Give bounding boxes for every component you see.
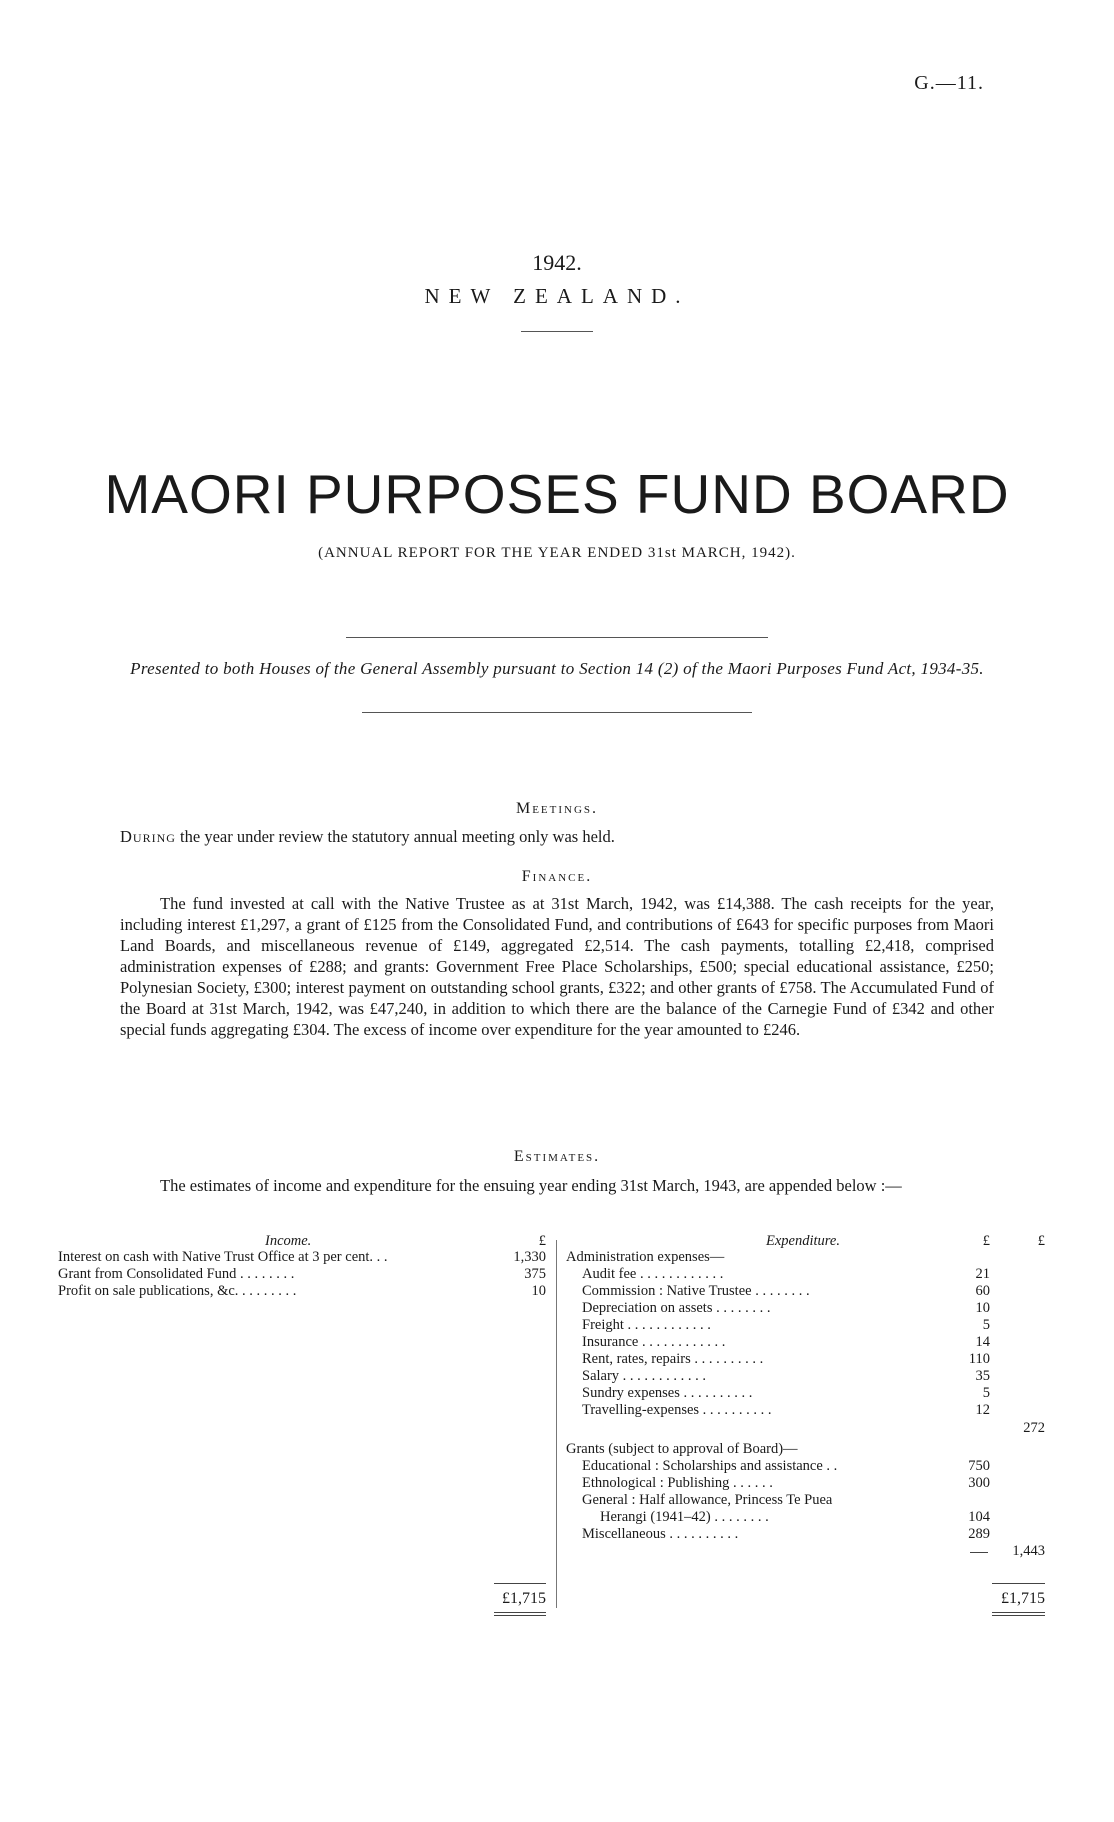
expenditure-double-rule-1 [992, 1612, 1045, 1613]
report-reference: G.—11. [914, 72, 984, 94]
expenditure-heading: Expenditure. [766, 1233, 840, 1249]
expenditure-currency-2: £ [1037, 1233, 1045, 1249]
income-total-rule [494, 1583, 546, 1584]
income-item-value: 10 [531, 1283, 546, 1299]
admin-item-value: 110 [968, 1351, 990, 1367]
income-double-rule-1 [494, 1612, 546, 1613]
presented-rule-bottom [362, 712, 752, 713]
admin-heading: Administration expenses— [566, 1249, 725, 1265]
estimates-heading: Estimates. [513, 1148, 601, 1165]
admin-item-label: Travelling-expenses . . . . . . . . . . [582, 1402, 772, 1418]
admin-item-value: 35 [975, 1368, 990, 1384]
grant-item-value: 750 [968, 1458, 990, 1474]
expenditure-total: £1,715 [1001, 1590, 1045, 1607]
finance-paragraph: The fund invested at call with the Native Trustee as at 31st March, 1942, was £14,388. The cash receipts for the year, including interest £1,297, a grant of £125 from the Consolidated Fund, and contributions of £643 for specific purposes from Maori Land Boards, and miscellaneous revenue of £149, aggregated £2,514. The cash payments, totalling £2,418, comprised administration expenses of £288; and grants: Government Free Place Scholarships, £500; special educational assistance, £250; Polynesian Society, £300; interest payment on outstanding school grants, £322; and other grants of £758. The Accumulated Fund of the Board at 31st March, 1942, was £47,240, in addition to which there are the balance of the Carnegie Fund of £342 and other special funds aggregating £304. The excess of income over expenditure for the year amounted to £246. [120, 894, 994, 1039]
admin-item-label: Depreciation on assets . . . . . . . . [582, 1300, 771, 1316]
admin-item-value: 5 [982, 1385, 990, 1401]
grant-item-value: 289 [968, 1526, 990, 1542]
grant-item-label: Miscellaneous . . . . . . . . . . [582, 1526, 739, 1542]
grant-item-value: 300 [968, 1475, 990, 1491]
grant-item-value: 104 [968, 1509, 990, 1525]
income-item-label: Grant from Consolidated Fund . . . . . . . . [58, 1266, 295, 1282]
income-double-rule-2 [494, 1615, 546, 1616]
admin-item-label: Rent, rates, repairs . . . . . . . . . . [582, 1351, 764, 1367]
income-currency: £ [538, 1233, 546, 1249]
grants-dash [970, 1552, 988, 1553]
estimates-paragraph: The estimates of income and expenditure for the ensuing year ending 31st March, 1943, are appended below :— [160, 1176, 902, 1195]
income-item-value: 1,330 [513, 1249, 546, 1265]
expenditure-currency-1: £ [982, 1233, 990, 1249]
meetings-paragraph [120, 826, 994, 847]
admin-total: 272 [1023, 1420, 1045, 1436]
document-subtitle: (ANNUAL REPORT FOR THE YEAR ENDED 31st MARCH, 1942). [318, 545, 796, 561]
admin-item-label: Audit fee . . . . . . . . . . . . [582, 1266, 724, 1282]
expenditure-double-rule-2 [992, 1615, 1045, 1616]
meetings-heading: Meetings. [515, 800, 599, 817]
presented-rule-top [346, 637, 768, 638]
income-total: £1,715 [502, 1590, 546, 1607]
income-heading: Income. [265, 1233, 312, 1249]
meetings-text: the year under review the statutory annual meeting only was held. [175, 827, 615, 846]
admin-item-label: Insurance . . . . . . . . . . . . [582, 1334, 726, 1350]
grant-item-label: Educational : Scholarships and assistance . . [582, 1458, 838, 1474]
admin-item-label: Salary . . . . . . . . . . . . [582, 1368, 707, 1384]
grant-item-label: Ethnological : Publishing . . . . . . [582, 1475, 773, 1491]
grant-item-label: Herangi (1941–42) . . . . . . . . [600, 1509, 769, 1525]
expenditure-total-rule [992, 1583, 1045, 1584]
admin-item-value: 60 [975, 1283, 990, 1299]
meetings-first-word: During [120, 827, 176, 846]
admin-item-value: 12 [975, 1402, 990, 1418]
header-divider [521, 331, 593, 332]
country-name: NEW ZEALAND. [424, 284, 690, 308]
admin-item-label: Commission : Native Trustee . . . . . . . . [582, 1283, 810, 1299]
grants-heading: Grants (subject to approval of Board)— [566, 1441, 798, 1457]
report-year: 1942. [532, 250, 582, 275]
income-item-value: 375 [524, 1266, 546, 1282]
grant-item-label: General : Half allowance, Princess Te Puea [582, 1492, 833, 1508]
admin-item-label: Freight . . . . . . . . . . . . [582, 1317, 711, 1333]
grants-total: 1,443 [1012, 1543, 1045, 1559]
presented-note: Presented to both Houses of the General Assembly pursuant to Section 14 (2) of the Maori Purposes Fund Act, 1934-35. [130, 659, 984, 678]
finance-heading: Finance. [521, 868, 593, 885]
income-item-label: Profit on sale publications, &c. . . . . . . . . [58, 1283, 297, 1299]
admin-item-value: 10 [975, 1300, 990, 1316]
document-title: MAORI PURPOSES FUND BOARD [104, 463, 1010, 525]
admin-item-value: 14 [975, 1334, 990, 1350]
income-item-label: Interest on cash with Native Trust Office at 3 per cent. . . [58, 1249, 388, 1265]
admin-item-label: Sundry expenses . . . . . . . . . . [582, 1385, 753, 1401]
admin-item-value: 21 [975, 1266, 990, 1282]
table-divider [556, 1240, 557, 1608]
admin-item-value: 5 [982, 1317, 990, 1333]
